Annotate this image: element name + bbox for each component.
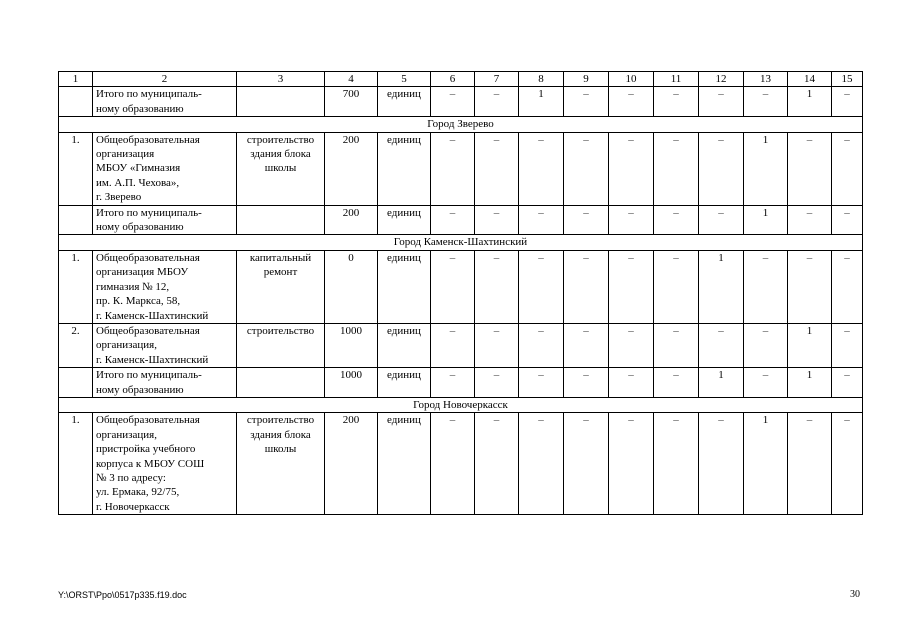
row-number-cell: 2. (59, 323, 93, 367)
value-cell: – (832, 132, 863, 205)
value-cell: – (609, 323, 654, 367)
object-name-cell: Общеобразовательная организация МБОУ гимназия № 12, пр. К. Маркса, 58, г. Каменск-Шахтинский (93, 250, 237, 323)
value-cell: 1 (788, 323, 832, 367)
value-cell: – (475, 250, 519, 323)
value-cell: – (654, 413, 699, 515)
value-cell: – (564, 368, 609, 398)
value-cell: – (564, 250, 609, 323)
header-cell: 11 (654, 72, 699, 87)
section-row (59, 235, 863, 250)
file-path: Y:\ORST\Ppo\0517p335.f19.doc (58, 590, 187, 600)
value-cell: – (431, 205, 475, 235)
section-title: Город Каменск-Шахтинский (59, 235, 863, 250)
value-cell: – (609, 368, 654, 398)
section-row (59, 117, 863, 132)
value-cell: 1 (744, 132, 788, 205)
unit-cell: единиц (378, 87, 431, 117)
object-name-cell: Итого по муниципаль- ному образованию (93, 205, 237, 235)
page-number: 30 (850, 589, 860, 600)
work-type-cell: строительство здания блока школы (237, 413, 325, 515)
value-cell: – (654, 323, 699, 367)
value-cell: – (788, 205, 832, 235)
unit-cell: единиц (378, 250, 431, 323)
value-cell: – (699, 413, 744, 515)
value-cell: – (699, 132, 744, 205)
header-cell: 13 (744, 72, 788, 87)
row-number-cell (59, 205, 93, 235)
value-cell: – (431, 87, 475, 117)
value-cell: – (788, 250, 832, 323)
value-cell: 200 (325, 205, 378, 235)
row-number-cell: 1. (59, 132, 93, 205)
value-cell: – (654, 250, 699, 323)
value-cell: – (564, 87, 609, 117)
unit-cell: единиц (378, 132, 431, 205)
header-cell: 14 (788, 72, 832, 87)
work-type-cell: строительство здания блока школы (237, 132, 325, 205)
value-cell: – (744, 323, 788, 367)
object-name-cell: Итого по муниципаль- ному образованию (93, 87, 237, 117)
header-cell: 8 (519, 72, 564, 87)
header-cell: 7 (475, 72, 519, 87)
section-title: Город Новочеркасск (59, 397, 863, 412)
header-cell: 10 (609, 72, 654, 87)
value-cell: 1 (744, 205, 788, 235)
value-cell: – (832, 87, 863, 117)
table-row (59, 87, 863, 117)
section-row (59, 397, 863, 412)
value-cell: – (832, 413, 863, 515)
value-cell: 700 (325, 87, 378, 117)
header-cell: 6 (431, 72, 475, 87)
value-cell: – (699, 323, 744, 367)
table-row (59, 413, 863, 515)
table-row (59, 250, 863, 323)
table-body (59, 87, 863, 515)
value-cell: – (519, 323, 564, 367)
value-cell: – (519, 368, 564, 398)
value-cell: – (431, 132, 475, 205)
value-cell: – (788, 132, 832, 205)
value-cell: – (475, 323, 519, 367)
work-type-cell (237, 368, 325, 398)
work-type-cell (237, 87, 325, 117)
value-cell: 1 (788, 87, 832, 117)
header-cell: 3 (237, 72, 325, 87)
value-cell: – (519, 132, 564, 205)
value-cell: – (431, 368, 475, 398)
value-cell: – (564, 323, 609, 367)
value-cell: 1 (744, 413, 788, 515)
row-number-cell: 1. (59, 413, 93, 515)
header-cell: 12 (699, 72, 744, 87)
value-cell: 1000 (325, 368, 378, 398)
value-cell: 200 (325, 413, 378, 515)
header-cell: 9 (564, 72, 609, 87)
value-cell: – (564, 205, 609, 235)
header-row (59, 72, 863, 87)
value-cell: – (832, 205, 863, 235)
value-cell: – (832, 323, 863, 367)
row-number-cell (59, 87, 93, 117)
value-cell: – (832, 368, 863, 398)
value-cell: – (832, 250, 863, 323)
work-type-cell: строительство (237, 323, 325, 367)
value-cell: 1 (519, 87, 564, 117)
value-cell: – (431, 250, 475, 323)
value-cell: – (744, 368, 788, 398)
value-cell: 1000 (325, 323, 378, 367)
value-cell: 1 (699, 250, 744, 323)
header-cell: 2 (93, 72, 237, 87)
section-title: Город Зверево (59, 117, 863, 132)
table-row (59, 205, 863, 235)
table-row (59, 368, 863, 398)
value-cell: – (564, 132, 609, 205)
value-cell: – (475, 87, 519, 117)
unit-cell: единиц (378, 413, 431, 515)
value-cell: – (475, 132, 519, 205)
value-cell: 1 (699, 368, 744, 398)
object-name-cell: Общеобразовательная организация МБОУ «Гимназия им. А.П. Чехова», г. Зверево (93, 132, 237, 205)
value-cell: 1 (788, 368, 832, 398)
value-cell: – (699, 205, 744, 235)
value-cell: 200 (325, 132, 378, 205)
row-number-cell (59, 368, 93, 398)
object-name-cell: Итого по муниципаль- ному образованию (93, 368, 237, 398)
value-cell: – (609, 205, 654, 235)
header-cell: 1 (59, 72, 93, 87)
value-cell: – (431, 413, 475, 515)
data-table (58, 71, 863, 515)
value-cell: – (699, 87, 744, 117)
value-cell: – (609, 132, 654, 205)
value-cell: – (519, 250, 564, 323)
value-cell: – (744, 87, 788, 117)
value-cell: – (519, 413, 564, 515)
object-name-cell: Общеобразовательная организация, г. Каменск-Шахтинский (93, 323, 237, 367)
value-cell: – (609, 87, 654, 117)
value-cell: – (744, 250, 788, 323)
object-name-cell: Общеобразовательная организация, пристройка учебного корпуса к МБОУ СОШ № 3 по адресу: ул. Ермака, 92/75, г. Новочеркасск (93, 413, 237, 515)
work-type-cell (237, 205, 325, 235)
value-cell: – (564, 413, 609, 515)
value-cell: – (654, 132, 699, 205)
header-cell: 4 (325, 72, 378, 87)
header-cell: 5 (378, 72, 431, 87)
value-cell: – (475, 368, 519, 398)
value-cell: – (609, 413, 654, 515)
value-cell: – (475, 205, 519, 235)
value-cell: – (519, 205, 564, 235)
value-cell: – (788, 413, 832, 515)
work-type-cell: капитальный ремонт (237, 250, 325, 323)
value-cell: – (654, 205, 699, 235)
header-cell: 15 (832, 72, 863, 87)
unit-cell: единиц (378, 323, 431, 367)
value-cell: – (475, 413, 519, 515)
value-cell: – (431, 323, 475, 367)
table-row (59, 132, 863, 205)
row-number-cell: 1. (59, 250, 93, 323)
unit-cell: единиц (378, 205, 431, 235)
table-row (59, 323, 863, 367)
value-cell: 0 (325, 250, 378, 323)
value-cell: – (654, 87, 699, 117)
unit-cell: единиц (378, 368, 431, 398)
value-cell: – (609, 250, 654, 323)
value-cell: – (654, 368, 699, 398)
